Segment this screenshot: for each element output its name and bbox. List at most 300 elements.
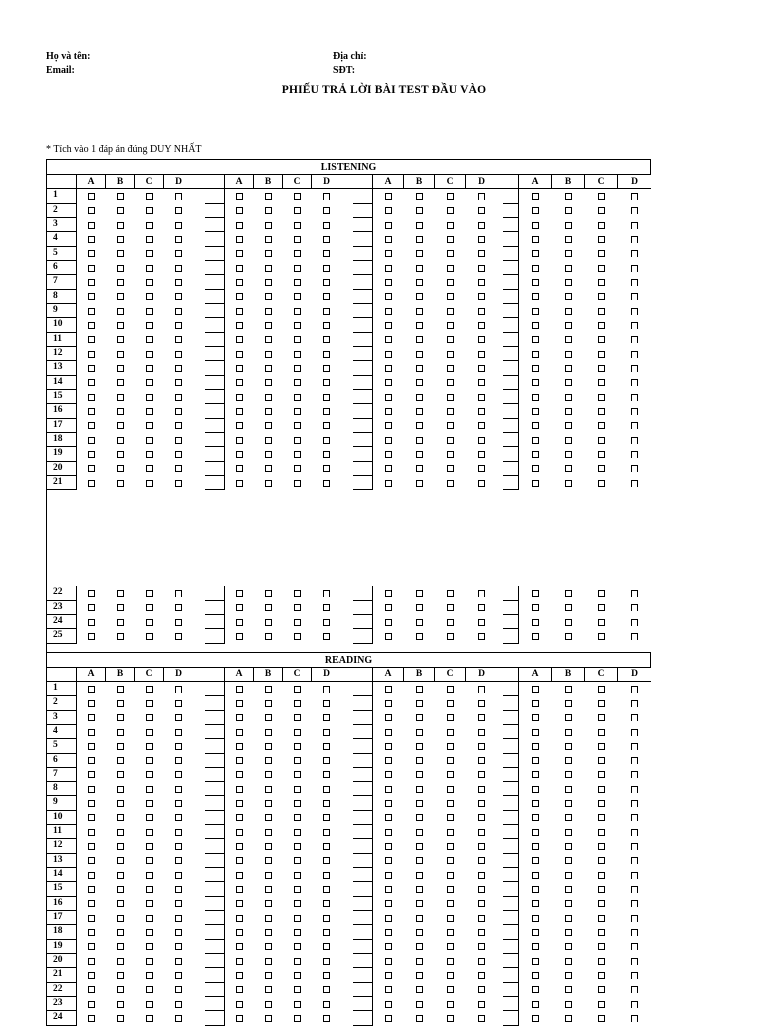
answer-checkbox-b[interactable] xyxy=(565,729,572,736)
answer-checkbox-b[interactable] xyxy=(117,1015,124,1022)
answer-checkbox-c[interactable] xyxy=(447,986,454,993)
answer-checkbox-b[interactable] xyxy=(117,700,124,707)
answer-checkbox-a[interactable] xyxy=(532,943,539,950)
answer-checkbox-b[interactable] xyxy=(565,929,572,936)
answer-checkbox-a[interactable] xyxy=(532,590,539,597)
answer-checkbox-b[interactable] xyxy=(416,437,423,444)
answer-checkbox-a[interactable] xyxy=(532,986,539,993)
answer-checkbox-c[interactable] xyxy=(146,686,153,693)
answer-checkbox-a[interactable] xyxy=(88,465,95,472)
answer-checkbox-c[interactable] xyxy=(146,886,153,893)
answer-checkbox-d[interactable] xyxy=(175,437,182,444)
answer-checkbox-c[interactable] xyxy=(598,1001,605,1008)
answer-checkbox-b[interactable] xyxy=(117,915,124,922)
answer-checkbox-b[interactable] xyxy=(117,451,124,458)
answer-checkbox-c[interactable] xyxy=(294,394,301,401)
answer-checkbox-c[interactable] xyxy=(598,771,605,778)
answer-checkbox-c[interactable] xyxy=(598,250,605,257)
answer-checkbox-d[interactable] xyxy=(323,800,330,807)
answer-checkbox-c[interactable] xyxy=(294,480,301,487)
answer-checkbox-a[interactable] xyxy=(385,757,392,764)
answer-checkbox-a[interactable] xyxy=(385,451,392,458)
answer-checkbox-c[interactable] xyxy=(447,872,454,879)
answer-checkbox-a[interactable] xyxy=(88,480,95,487)
answer-checkbox-c[interactable] xyxy=(598,604,605,611)
answer-checkbox-d[interactable] xyxy=(478,365,485,372)
answer-checkbox-d[interactable] xyxy=(478,829,485,836)
answer-checkbox-d[interactable] xyxy=(478,958,485,965)
answer-checkbox-c[interactable] xyxy=(447,394,454,401)
answer-checkbox-c[interactable] xyxy=(294,714,301,721)
answer-checkbox-c[interactable] xyxy=(447,193,454,200)
answer-checkbox-b[interactable] xyxy=(565,757,572,764)
answer-checkbox-b[interactable] xyxy=(117,422,124,429)
answer-checkbox-c[interactable] xyxy=(598,437,605,444)
answer-checkbox-b[interactable] xyxy=(416,958,423,965)
answer-checkbox-b[interactable] xyxy=(117,293,124,300)
answer-checkbox-a[interactable] xyxy=(236,857,243,864)
answer-checkbox-b[interactable] xyxy=(416,619,423,626)
answer-checkbox-d[interactable] xyxy=(478,1001,485,1008)
answer-checkbox-b[interactable] xyxy=(265,633,272,640)
answer-checkbox-c[interactable] xyxy=(294,814,301,821)
answer-checkbox-b[interactable] xyxy=(265,857,272,864)
answer-checkbox-c[interactable] xyxy=(598,814,605,821)
answer-checkbox-d[interactable] xyxy=(175,408,182,415)
answer-checkbox-c[interactable] xyxy=(447,293,454,300)
answer-checkbox-c[interactable] xyxy=(598,857,605,864)
answer-checkbox-c[interactable] xyxy=(146,379,153,386)
answer-checkbox-b[interactable] xyxy=(265,322,272,329)
answer-checkbox-d[interactable] xyxy=(175,771,182,778)
answer-checkbox-a[interactable] xyxy=(236,250,243,257)
answer-checkbox-d[interactable] xyxy=(478,743,485,750)
answer-checkbox-d[interactable] xyxy=(323,250,330,257)
answer-checkbox-d[interactable] xyxy=(478,857,485,864)
answer-checkbox-d[interactable] xyxy=(323,633,330,640)
answer-checkbox-c[interactable] xyxy=(598,336,605,343)
answer-checkbox-a[interactable] xyxy=(236,986,243,993)
answer-checkbox-a[interactable] xyxy=(532,336,539,343)
answer-checkbox-b[interactable] xyxy=(416,814,423,821)
answer-checkbox-b[interactable] xyxy=(416,207,423,214)
answer-checkbox-c[interactable] xyxy=(598,729,605,736)
answer-checkbox-a[interactable] xyxy=(532,714,539,721)
answer-checkbox-d[interactable] xyxy=(478,915,485,922)
answer-checkbox-d[interactable] xyxy=(478,633,485,640)
answer-checkbox-b[interactable] xyxy=(565,308,572,315)
answer-checkbox-d[interactable] xyxy=(478,757,485,764)
answer-checkbox-b[interactable] xyxy=(117,351,124,358)
answer-checkbox-d[interactable] xyxy=(323,757,330,764)
answer-checkbox-d[interactable] xyxy=(323,886,330,893)
answer-checkbox-b[interactable] xyxy=(565,207,572,214)
answer-checkbox-b[interactable] xyxy=(265,929,272,936)
answer-checkbox-d[interactable] xyxy=(175,729,182,736)
answer-checkbox-a[interactable] xyxy=(236,900,243,907)
answer-checkbox-b[interactable] xyxy=(565,872,572,879)
answer-checkbox-d[interactable] xyxy=(175,633,182,640)
answer-checkbox-a[interactable] xyxy=(88,986,95,993)
answer-checkbox-c[interactable] xyxy=(294,800,301,807)
answer-checkbox-a[interactable] xyxy=(236,437,243,444)
answer-checkbox-b[interactable] xyxy=(265,465,272,472)
answer-checkbox-d[interactable] xyxy=(631,236,638,243)
answer-checkbox-d[interactable] xyxy=(631,743,638,750)
answer-checkbox-d[interactable] xyxy=(631,757,638,764)
answer-checkbox-d[interactable] xyxy=(323,236,330,243)
answer-checkbox-c[interactable] xyxy=(146,786,153,793)
answer-checkbox-b[interactable] xyxy=(265,207,272,214)
answer-checkbox-b[interactable] xyxy=(117,986,124,993)
answer-checkbox-a[interactable] xyxy=(88,365,95,372)
answer-checkbox-a[interactable] xyxy=(236,886,243,893)
answer-checkbox-c[interactable] xyxy=(294,829,301,836)
answer-checkbox-b[interactable] xyxy=(416,843,423,850)
answer-checkbox-d[interactable] xyxy=(323,872,330,879)
answer-checkbox-b[interactable] xyxy=(117,814,124,821)
answer-checkbox-c[interactable] xyxy=(294,900,301,907)
answer-checkbox-a[interactable] xyxy=(532,308,539,315)
answer-checkbox-a[interactable] xyxy=(88,829,95,836)
answer-checkbox-d[interactable] xyxy=(175,900,182,907)
answer-checkbox-b[interactable] xyxy=(117,236,124,243)
answer-checkbox-c[interactable] xyxy=(146,929,153,936)
answer-checkbox-b[interactable] xyxy=(117,686,124,693)
answer-checkbox-a[interactable] xyxy=(532,929,539,936)
answer-checkbox-c[interactable] xyxy=(598,700,605,707)
answer-checkbox-a[interactable] xyxy=(88,700,95,707)
answer-checkbox-d[interactable] xyxy=(323,279,330,286)
answer-checkbox-c[interactable] xyxy=(146,1015,153,1022)
answer-checkbox-d[interactable] xyxy=(631,915,638,922)
answer-checkbox-c[interactable] xyxy=(146,915,153,922)
answer-checkbox-d[interactable] xyxy=(631,872,638,879)
answer-checkbox-c[interactable] xyxy=(447,365,454,372)
answer-checkbox-b[interactable] xyxy=(565,814,572,821)
answer-checkbox-c[interactable] xyxy=(146,843,153,850)
answer-checkbox-d[interactable] xyxy=(478,293,485,300)
answer-checkbox-d[interactable] xyxy=(631,1015,638,1022)
answer-checkbox-b[interactable] xyxy=(416,757,423,764)
answer-checkbox-d[interactable] xyxy=(631,958,638,965)
answer-checkbox-b[interactable] xyxy=(265,757,272,764)
answer-checkbox-c[interactable] xyxy=(447,771,454,778)
answer-checkbox-a[interactable] xyxy=(236,943,243,950)
answer-checkbox-b[interactable] xyxy=(265,729,272,736)
answer-checkbox-c[interactable] xyxy=(598,451,605,458)
answer-checkbox-d[interactable] xyxy=(175,222,182,229)
answer-checkbox-c[interactable] xyxy=(447,843,454,850)
answer-checkbox-a[interactable] xyxy=(236,604,243,611)
answer-checkbox-a[interactable] xyxy=(532,365,539,372)
answer-checkbox-d[interactable] xyxy=(478,590,485,597)
answer-checkbox-c[interactable] xyxy=(447,943,454,950)
answer-checkbox-a[interactable] xyxy=(88,193,95,200)
answer-checkbox-c[interactable] xyxy=(598,365,605,372)
answer-checkbox-a[interactable] xyxy=(385,700,392,707)
answer-checkbox-b[interactable] xyxy=(416,193,423,200)
answer-checkbox-c[interactable] xyxy=(447,829,454,836)
answer-checkbox-c[interactable] xyxy=(146,900,153,907)
answer-checkbox-d[interactable] xyxy=(175,308,182,315)
answer-checkbox-d[interactable] xyxy=(323,590,330,597)
answer-checkbox-c[interactable] xyxy=(146,279,153,286)
answer-checkbox-b[interactable] xyxy=(265,743,272,750)
answer-checkbox-d[interactable] xyxy=(631,250,638,257)
answer-checkbox-b[interactable] xyxy=(117,207,124,214)
answer-checkbox-d[interactable] xyxy=(323,943,330,950)
answer-checkbox-c[interactable] xyxy=(294,619,301,626)
answer-checkbox-c[interactable] xyxy=(598,293,605,300)
answer-checkbox-b[interactable] xyxy=(416,265,423,272)
answer-checkbox-b[interactable] xyxy=(117,972,124,979)
answer-checkbox-a[interactable] xyxy=(532,800,539,807)
answer-checkbox-b[interactable] xyxy=(416,379,423,386)
answer-checkbox-c[interactable] xyxy=(146,958,153,965)
answer-checkbox-d[interactable] xyxy=(323,929,330,936)
answer-checkbox-d[interactable] xyxy=(478,943,485,950)
answer-checkbox-d[interactable] xyxy=(478,814,485,821)
answer-checkbox-a[interactable] xyxy=(385,437,392,444)
answer-checkbox-a[interactable] xyxy=(236,771,243,778)
answer-checkbox-b[interactable] xyxy=(416,886,423,893)
answer-checkbox-b[interactable] xyxy=(565,743,572,750)
answer-checkbox-c[interactable] xyxy=(294,972,301,979)
answer-checkbox-c[interactable] xyxy=(447,633,454,640)
answer-checkbox-c[interactable] xyxy=(598,236,605,243)
answer-checkbox-c[interactable] xyxy=(294,207,301,214)
answer-checkbox-d[interactable] xyxy=(631,336,638,343)
answer-checkbox-b[interactable] xyxy=(565,465,572,472)
answer-checkbox-b[interactable] xyxy=(565,686,572,693)
answer-checkbox-c[interactable] xyxy=(146,437,153,444)
answer-checkbox-b[interactable] xyxy=(117,604,124,611)
answer-checkbox-d[interactable] xyxy=(478,236,485,243)
answer-checkbox-a[interactable] xyxy=(385,872,392,879)
answer-checkbox-a[interactable] xyxy=(385,365,392,372)
answer-checkbox-d[interactable] xyxy=(175,1015,182,1022)
answer-checkbox-c[interactable] xyxy=(294,451,301,458)
answer-checkbox-c[interactable] xyxy=(146,604,153,611)
answer-checkbox-d[interactable] xyxy=(323,365,330,372)
answer-checkbox-d[interactable] xyxy=(631,437,638,444)
answer-checkbox-d[interactable] xyxy=(323,1015,330,1022)
answer-checkbox-a[interactable] xyxy=(88,451,95,458)
answer-checkbox-b[interactable] xyxy=(565,222,572,229)
answer-checkbox-a[interactable] xyxy=(236,279,243,286)
answer-checkbox-b[interactable] xyxy=(565,279,572,286)
answer-checkbox-c[interactable] xyxy=(294,437,301,444)
answer-checkbox-c[interactable] xyxy=(447,814,454,821)
answer-checkbox-c[interactable] xyxy=(598,322,605,329)
answer-checkbox-d[interactable] xyxy=(323,293,330,300)
answer-checkbox-d[interactable] xyxy=(175,236,182,243)
answer-checkbox-a[interactable] xyxy=(236,336,243,343)
answer-checkbox-a[interactable] xyxy=(236,714,243,721)
answer-checkbox-d[interactable] xyxy=(631,886,638,893)
answer-checkbox-b[interactable] xyxy=(416,465,423,472)
answer-checkbox-c[interactable] xyxy=(146,829,153,836)
answer-checkbox-a[interactable] xyxy=(532,729,539,736)
answer-checkbox-c[interactable] xyxy=(294,786,301,793)
answer-checkbox-c[interactable] xyxy=(598,872,605,879)
answer-checkbox-c[interactable] xyxy=(146,422,153,429)
answer-checkbox-a[interactable] xyxy=(385,686,392,693)
answer-checkbox-d[interactable] xyxy=(175,480,182,487)
answer-checkbox-a[interactable] xyxy=(532,786,539,793)
answer-checkbox-c[interactable] xyxy=(447,757,454,764)
answer-checkbox-c[interactable] xyxy=(447,786,454,793)
answer-checkbox-d[interactable] xyxy=(478,437,485,444)
answer-checkbox-b[interactable] xyxy=(565,800,572,807)
answer-checkbox-c[interactable] xyxy=(447,958,454,965)
answer-checkbox-d[interactable] xyxy=(478,322,485,329)
answer-checkbox-d[interactable] xyxy=(323,207,330,214)
answer-checkbox-d[interactable] xyxy=(631,633,638,640)
answer-checkbox-a[interactable] xyxy=(236,619,243,626)
answer-checkbox-a[interactable] xyxy=(236,207,243,214)
answer-checkbox-a[interactable] xyxy=(88,900,95,907)
answer-checkbox-a[interactable] xyxy=(532,686,539,693)
answer-checkbox-b[interactable] xyxy=(117,743,124,750)
answer-checkbox-d[interactable] xyxy=(323,686,330,693)
answer-checkbox-c[interactable] xyxy=(598,757,605,764)
answer-checkbox-a[interactable] xyxy=(88,250,95,257)
answer-checkbox-b[interactable] xyxy=(265,394,272,401)
answer-checkbox-c[interactable] xyxy=(598,714,605,721)
answer-checkbox-a[interactable] xyxy=(532,394,539,401)
answer-checkbox-a[interactable] xyxy=(385,590,392,597)
answer-checkbox-b[interactable] xyxy=(416,686,423,693)
answer-checkbox-a[interactable] xyxy=(532,743,539,750)
answer-checkbox-b[interactable] xyxy=(416,857,423,864)
answer-checkbox-d[interactable] xyxy=(323,480,330,487)
answer-checkbox-c[interactable] xyxy=(598,686,605,693)
answer-checkbox-a[interactable] xyxy=(88,814,95,821)
answer-checkbox-a[interactable] xyxy=(532,814,539,821)
answer-checkbox-b[interactable] xyxy=(265,1015,272,1022)
answer-checkbox-b[interactable] xyxy=(565,604,572,611)
answer-checkbox-d[interactable] xyxy=(323,322,330,329)
answer-checkbox-a[interactable] xyxy=(385,379,392,386)
answer-checkbox-d[interactable] xyxy=(478,265,485,272)
answer-checkbox-a[interactable] xyxy=(236,829,243,836)
answer-checkbox-a[interactable] xyxy=(532,757,539,764)
answer-checkbox-b[interactable] xyxy=(117,729,124,736)
answer-checkbox-b[interactable] xyxy=(265,714,272,721)
answer-checkbox-c[interactable] xyxy=(598,394,605,401)
answer-checkbox-b[interactable] xyxy=(416,1001,423,1008)
answer-checkbox-a[interactable] xyxy=(236,590,243,597)
answer-checkbox-b[interactable] xyxy=(565,250,572,257)
answer-checkbox-d[interactable] xyxy=(478,279,485,286)
answer-checkbox-d[interactable] xyxy=(478,786,485,793)
answer-checkbox-b[interactable] xyxy=(265,293,272,300)
answer-checkbox-b[interactable] xyxy=(565,972,572,979)
answer-checkbox-d[interactable] xyxy=(323,771,330,778)
answer-checkbox-a[interactable] xyxy=(88,293,95,300)
answer-checkbox-a[interactable] xyxy=(385,1015,392,1022)
answer-checkbox-a[interactable] xyxy=(88,351,95,358)
answer-checkbox-d[interactable] xyxy=(631,322,638,329)
answer-checkbox-d[interactable] xyxy=(175,829,182,836)
answer-checkbox-c[interactable] xyxy=(146,800,153,807)
answer-checkbox-a[interactable] xyxy=(88,972,95,979)
answer-checkbox-a[interactable] xyxy=(532,351,539,358)
answer-checkbox-a[interactable] xyxy=(385,857,392,864)
answer-checkbox-d[interactable] xyxy=(631,365,638,372)
answer-checkbox-b[interactable] xyxy=(416,786,423,793)
answer-checkbox-a[interactable] xyxy=(88,590,95,597)
answer-checkbox-a[interactable] xyxy=(532,857,539,864)
answer-checkbox-a[interactable] xyxy=(236,743,243,750)
answer-checkbox-c[interactable] xyxy=(146,814,153,821)
answer-checkbox-c[interactable] xyxy=(447,222,454,229)
answer-checkbox-a[interactable] xyxy=(88,604,95,611)
answer-checkbox-d[interactable] xyxy=(631,222,638,229)
answer-checkbox-c[interactable] xyxy=(447,207,454,214)
answer-checkbox-a[interactable] xyxy=(532,465,539,472)
answer-checkbox-b[interactable] xyxy=(265,590,272,597)
answer-checkbox-b[interactable] xyxy=(265,279,272,286)
answer-checkbox-c[interactable] xyxy=(598,279,605,286)
answer-checkbox-c[interactable] xyxy=(294,222,301,229)
answer-checkbox-d[interactable] xyxy=(631,394,638,401)
answer-checkbox-d[interactable] xyxy=(478,714,485,721)
answer-checkbox-c[interactable] xyxy=(294,336,301,343)
answer-checkbox-d[interactable] xyxy=(478,800,485,807)
answer-checkbox-c[interactable] xyxy=(146,943,153,950)
answer-checkbox-a[interactable] xyxy=(532,633,539,640)
answer-checkbox-b[interactable] xyxy=(117,365,124,372)
answer-checkbox-d[interactable] xyxy=(175,604,182,611)
answer-checkbox-a[interactable] xyxy=(532,604,539,611)
answer-checkbox-b[interactable] xyxy=(265,943,272,950)
answer-checkbox-b[interactable] xyxy=(416,480,423,487)
answer-checkbox-d[interactable] xyxy=(478,351,485,358)
answer-checkbox-c[interactable] xyxy=(598,986,605,993)
answer-checkbox-a[interactable] xyxy=(385,972,392,979)
answer-checkbox-a[interactable] xyxy=(532,437,539,444)
answer-checkbox-b[interactable] xyxy=(117,193,124,200)
answer-checkbox-c[interactable] xyxy=(598,900,605,907)
answer-checkbox-c[interactable] xyxy=(294,193,301,200)
answer-checkbox-b[interactable] xyxy=(565,633,572,640)
answer-checkbox-b[interactable] xyxy=(265,814,272,821)
answer-checkbox-b[interactable] xyxy=(265,915,272,922)
answer-checkbox-a[interactable] xyxy=(385,714,392,721)
answer-checkbox-b[interactable] xyxy=(117,757,124,764)
answer-checkbox-d[interactable] xyxy=(631,857,638,864)
answer-checkbox-c[interactable] xyxy=(146,986,153,993)
answer-checkbox-a[interactable] xyxy=(385,207,392,214)
answer-checkbox-b[interactable] xyxy=(565,958,572,965)
answer-checkbox-d[interactable] xyxy=(631,800,638,807)
answer-checkbox-b[interactable] xyxy=(117,800,124,807)
answer-checkbox-a[interactable] xyxy=(236,379,243,386)
answer-checkbox-d[interactable] xyxy=(175,686,182,693)
answer-checkbox-c[interactable] xyxy=(598,972,605,979)
answer-checkbox-b[interactable] xyxy=(416,700,423,707)
answer-checkbox-b[interactable] xyxy=(265,379,272,386)
answer-checkbox-b[interactable] xyxy=(117,336,124,343)
answer-checkbox-a[interactable] xyxy=(236,800,243,807)
answer-checkbox-d[interactable] xyxy=(478,222,485,229)
answer-checkbox-a[interactable] xyxy=(236,843,243,850)
answer-checkbox-a[interactable] xyxy=(88,843,95,850)
answer-checkbox-b[interactable] xyxy=(117,829,124,836)
